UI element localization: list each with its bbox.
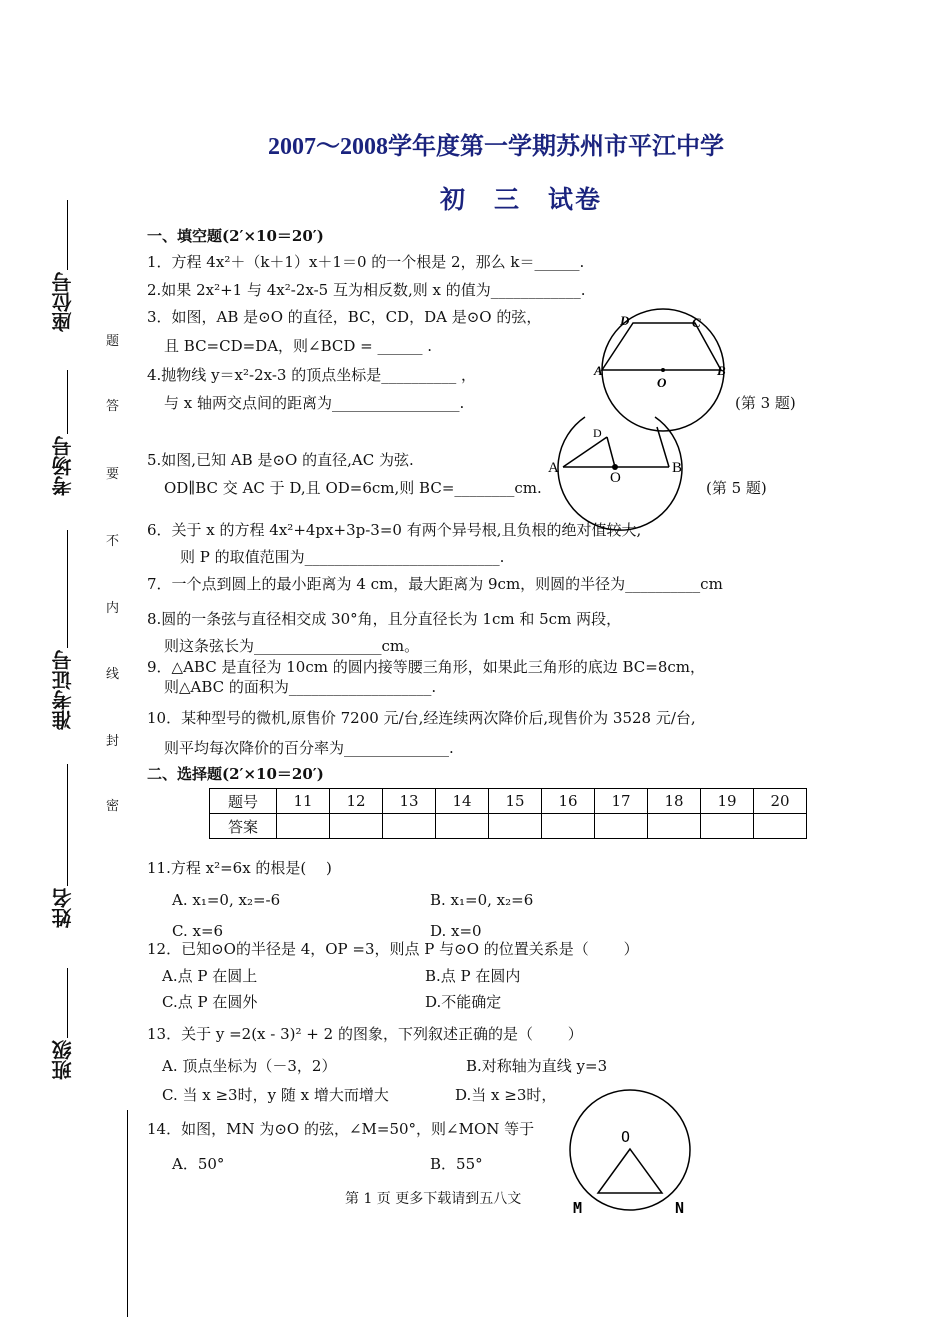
exam-room-label: 考场号	[51, 436, 75, 496]
answer-cell[interactable]	[542, 814, 595, 839]
answer-cell[interactable]	[648, 814, 701, 839]
seal-char: 不	[106, 534, 120, 549]
name-label: 姓名	[51, 888, 75, 928]
chord-bc	[657, 427, 669, 467]
question-6-line-1: 6．关于 x 的方程 4x²+4px+3p-3=0 有两个异号根,且负根的绝对值较大,	[147, 521, 642, 539]
question-7: 7．一个点到圆上的最小距离为 4 cm，最大距离为 9cm，则圆的半径为__________cm	[147, 575, 723, 593]
question-10-line-1: 10．某种型号的微机,原售价 7200 元/台,经连续两次降价后,现售价为 3528 元/台,	[147, 709, 696, 727]
question-9-line-1: 9．△ABC 是直径为 10cm 的圆内接等腰三角形，如果此三角形的底边 BC=8cm，	[147, 658, 705, 676]
table-header-cell: 答案	[210, 814, 277, 839]
question-12-option-c: C.点 P 在圆外	[162, 993, 258, 1011]
question-8-line-2: 则这条弦长为_________________cm。	[164, 637, 420, 655]
exam-room-line	[67, 370, 68, 434]
table-cell: 13	[383, 789, 436, 814]
seal-char: 题	[106, 334, 120, 349]
admission-number-label: 准考证号	[51, 650, 75, 730]
question-12-option-d: D.不能确定	[425, 993, 502, 1011]
table-cell: 11	[277, 789, 330, 814]
question-14-stem: 14．如图，MN 为⊙O 的弦，∠M=50°，则∠MON 等于	[147, 1120, 535, 1138]
seal-char: 内	[106, 601, 120, 616]
question-13-option-d: D.当 x ≥3时，	[455, 1086, 557, 1104]
section-1-heading: 一、填空题(2′×10＝20′)	[147, 227, 324, 245]
table-cell: 14	[436, 789, 489, 814]
question-5-line-1: 5.如图,已知 AB 是⊙O 的直径,AC 为弦.	[147, 451, 414, 469]
question-12-stem: 12．已知⊙O的半径是 4，OP =3，则点 P 与⊙O 的位置关系是（ ）	[147, 940, 639, 958]
question-4-line-2: 与 x 轴两交点间的距离为_________________.	[164, 394, 465, 412]
admission-number-line	[67, 530, 68, 648]
question-9-line-2: 则△ABC 的面积为___________________.	[164, 678, 437, 696]
section-2-heading: 二、选择题(2′×10＝20′)	[147, 765, 324, 783]
figure-q5	[545, 415, 683, 525]
label-o: O	[610, 470, 621, 486]
question-4-line-1: 4.抛物线 y＝x²-2x-3 的顶点坐标是__________ ，	[147, 366, 476, 384]
table-cell: 20	[754, 789, 807, 814]
question-13-stem: 13．关于 y =2(x - 3)² + 2 的图象，下列叙述正确的是（ ）	[147, 1025, 583, 1043]
question-3-line-2: 且 BC=CD=DA，则∠BCD = ______ .	[164, 337, 433, 355]
page-footer: 第 1 页 更多下载请到五八文	[345, 1191, 522, 1207]
answer-cell[interactable]	[277, 814, 330, 839]
question-11-stem: 11.方程 x²=6x 的根是( )	[147, 859, 332, 877]
label-a: A	[594, 363, 603, 378]
answer-cell[interactable]	[383, 814, 436, 839]
seal-char: 线	[106, 667, 120, 682]
segment-od	[607, 437, 615, 467]
table-row	[210, 789, 807, 814]
answer-table	[209, 788, 807, 839]
question-8-line-1: 8.圆的一条弦与直径相交成 30°角，且分直径长为 1cm 和 5cm 两段，	[147, 610, 622, 628]
answer-cell[interactable]	[436, 814, 489, 839]
page-subtitle: 初 三 试卷	[440, 187, 603, 214]
question-11-option-d: D. x=0	[430, 922, 482, 940]
question-3-line-1: 3．如图，AB 是⊙O 的直径，BC，CD，DA 是⊙O 的弦，	[147, 308, 542, 326]
label-d: D	[593, 426, 602, 440]
name-line	[67, 764, 68, 886]
label-o: O	[657, 375, 667, 390]
table-cell: 18	[648, 789, 701, 814]
label-b: B	[717, 363, 726, 378]
question-11-option-b: B. x₁=0, x₂=6	[430, 891, 534, 909]
table-row	[210, 814, 807, 839]
question-11-option-c: C. x=6	[172, 922, 224, 940]
question-14-option-b: B．55°	[430, 1155, 483, 1173]
question-13-option-c: C. 当 x ≥3时，y 随 x 增大而增大	[162, 1086, 389, 1104]
table-header-cell: 题号	[210, 789, 277, 814]
seat-number-line	[67, 200, 68, 270]
question-6-line-2: 则 P 的取值范围为__________________________.	[180, 548, 505, 566]
triangle-mon	[598, 1149, 662, 1193]
table-cell: 16	[542, 789, 595, 814]
trapezoid-abcd	[602, 323, 721, 370]
label-m: M	[573, 1199, 583, 1217]
seal-char: 答	[106, 399, 120, 414]
question-12-option-b: B.点 P 在圆内	[425, 967, 521, 985]
question-10-line-2: 则平均每次降价的百分率为______________.	[164, 739, 454, 757]
answer-cell[interactable]	[330, 814, 383, 839]
label-n: N	[675, 1199, 685, 1217]
seat-number-label: 座位号	[51, 272, 75, 332]
answer-cell[interactable]	[595, 814, 648, 839]
center-point	[661, 368, 665, 372]
table-cell: 15	[489, 789, 542, 814]
question-5-line-2: OD∥BC 交 AC 于 D,且 OD=6cm,则 BC=________cm.	[164, 479, 542, 497]
table-cell: 12	[330, 789, 383, 814]
binding-line	[127, 1110, 128, 1317]
figure-3-caption: (第 3 题)	[735, 394, 796, 412]
answer-cell[interactable]	[754, 814, 807, 839]
question-2: 2.如果 2x²+1 与 4x²-2x-5 互为相反数,则 x 的值为____________.	[147, 281, 586, 299]
label-a: A	[548, 460, 559, 476]
chord-ac	[563, 437, 607, 467]
table-cell: 19	[701, 789, 754, 814]
figure-5-caption: (第 5 题)	[706, 479, 767, 497]
class-label: 班级	[51, 1040, 75, 1080]
question-14-option-a: A．50°	[172, 1155, 225, 1173]
question-12-option-a: A.点 P 在圆上	[162, 967, 258, 985]
page-title: 2007～2008学年度第一学期苏州市平江中学	[268, 134, 724, 160]
question-1: 1．方程 4x²＋（k＋1）x＋1＝0 的一个根是 2，那么 k＝______.	[147, 253, 585, 271]
class-line	[67, 968, 68, 1038]
answer-cell[interactable]	[489, 814, 542, 839]
question-13-option-a: A. 顶点坐标为（－3，2）	[162, 1057, 337, 1075]
seal-char: 要	[106, 467, 120, 482]
table-cell: 17	[595, 789, 648, 814]
question-13-option-b: B.对称轴为直线 y=3	[466, 1057, 608, 1075]
label-d: D	[620, 313, 630, 328]
label-c: C	[692, 315, 701, 330]
seal-char: 密	[106, 799, 120, 814]
label-b: B	[672, 460, 683, 476]
label-o: O	[621, 1128, 631, 1146]
seal-char: 封	[106, 734, 120, 749]
figure-q14	[565, 1085, 700, 1225]
question-11-option-a: A. x₁=0, x₂=-6	[172, 891, 281, 909]
answer-cell[interactable]	[701, 814, 754, 839]
